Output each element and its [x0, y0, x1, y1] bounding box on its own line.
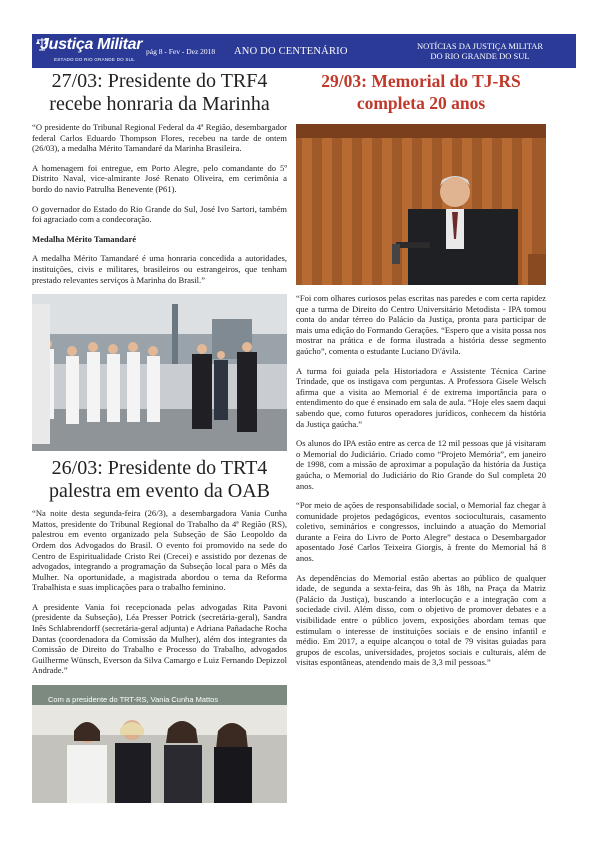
article1-subhead: Medalha Mérito Tamandaré	[32, 233, 137, 244]
article3-title: 29/03: Memorial do TJ-RS completa 20 anos	[321, 71, 521, 113]
article1-paragraph: O governador do Estado do Rio Grande do Sul, José Ivo Sartori, também foi agraciado com a condecoração.	[32, 203, 287, 225]
article1-paragraph: A medalha Mérito Tamandaré é uma honraria concedida a autoridades, instituições, civis e militares, brasileiros ou estrangeiros, que tenham prestado relevantes serviços à Marinha do Brasil.”	[32, 253, 287, 285]
section-name-line1: NOTÍCIAS DA JUSTIÇA MILITAR	[416, 41, 544, 51]
page-info: pág 8 - Fev - Dez 2018	[146, 46, 216, 56]
right-column	[296, 70, 546, 677]
article3-paragraph: “Foi com olhares curiosos pelas escritas nas paredes e com certa rapidez que a turma de Direito do Centro Universitário Metodista - IPA tomou conta do andar térreo do Palácio da Justiça, pronta para participar de mais uma edição do Formando Gerações. “Espero que a visita possa nos mostrar na prática e de forma ilustrada a história desse segmento gaúcho”, comenta o estudante Luciano D\'ávila.	[296, 293, 546, 356]
article1-title: 27/03: Presidente do TRF4 recebe honraria da Marinha	[49, 70, 270, 115]
section-name	[384, 41, 576, 61]
navy-ceremony-photo	[32, 294, 287, 451]
article1-paragraph: A homenagem foi entregue, em Porto Alegre, pelo comandante do 5º Distrito Naval, vice-almirante José Renato Oliveira, em cerimônia a bordo do navio Patrulha Benevente (P61).	[32, 162, 287, 194]
article3-paragraph: A turma foi guiada pela Historiadora e Assistente Técnica Carine Trindade, que os instigava com perguntas. A Professora Gisele Welsch afirma que a visita ao Memorial é de extrema importância para o entendimento do que é ensinado em sala de aula. “Hoje eles saem daqui sabendo que, como futuros operadores jurídicos, conhecem da história da Justiça gaúcha.”	[296, 365, 546, 429]
masthead-bar	[32, 34, 576, 68]
article1-paragraph: “O presidente do Tribunal Regional Federal da 4ª Região, desembargador federal Carlos Eduardo Thompson Flores, recebeu na tarde de ontem (26/03), a medalha Mérito Tamandaré da Marinha Brasileira.	[32, 122, 287, 154]
logo-subtitle: ESTADO DO RIO GRANDE DO SUL	[54, 57, 135, 62]
article2-title: 26/03: Presidente do TRT4 palestra em evento da OAB	[48, 457, 271, 503]
article3-paragraph: “Por meio de ações de responsabilidade social, o Memorial faz chegar à comunidade projetos pedagógicos, eventos socioculturais, casamento coletivo, seminários e congressos, incluindo a atuação do Memorial durante a Feira do Livro de Porto Alegre” destaca o Desembargador aposentado José Carlos Teixeira Giorgis, à frente do Memorial há 8 anos.	[296, 500, 546, 564]
centenario-label: ANO DO CENTENÁRIO	[234, 45, 348, 57]
article2-paragraph: A presidente Vania foi recepcionada pelas advogadas Rita Pavoni (presidente da Subseção), Léa Presser Potrick (secretária-geral), Sandra Inês Schlabrendorff (secretária-geral adjunta) e Adriana Pañadache Rocha Dantas (coordenadora da Comissão da Mulher), além dos integrantes da Comissão de Direito do Trabalho e Processo do Trabalho, advogados Guilherme Wünsch, Everson da Silva Camargo e Luiz Fernando Depizzol Andrade.”	[32, 601, 287, 676]
logo-title: Justiça Militar	[40, 36, 143, 53]
justica-militar-logo	[32, 34, 143, 68]
article3-paragraph: Os alunos do IPA estão entre as cerca de 12 mil pessoas que já visitaram o Memorial do Judiciário. Criado como “Projeto Memória”, em janeiro de 1998, com a missão de aproximar a população da história da Justiça gaúcha, o Memorial do Judiciário do Rio Grande do Sul completa 20 anos.	[296, 438, 546, 491]
memorial-speaker-photo	[296, 124, 546, 285]
section-name-line2: DO RIO GRANDE DO SUL	[430, 51, 530, 61]
article3-paragraph: As dependências do Memorial estão abertas ao público de qualquer idade, de segunda a sexta-feira, das 9h às 18h, na Praça da Matriz (Palácio da Justiça), buscando a interlocução e a integração com a sociedade civil. Além disso, com o objetivo de promover debates e a visibilidade entre o público jovem, exposições abordam temas que estimulam o interesse de instituições sociais e de ensino infantil e médio. Em 2017, a equipe alcançou o total de 79 visitas guiadas para grupos de escolas, universidades, projetos sociais e culturais, além de visitas espontâneas, atendendo mais de 3,3 mil pessoas.”	[296, 572, 546, 668]
photo-banner-text: Com a presidente do TRT-RS, Vania Cunha Mattos	[48, 695, 219, 705]
left-column	[32, 70, 287, 803]
article2-paragraph: “Na noite desta segunda-feira (26/3), a desembargadora Vania Cunha Mattos, presidente do Tribunal Regional do Trabalho da 4ª Região (RS), palestrou em evento organizado pela Subseção de São Leopoldo da Ordem dos Advogados do Brasil. O evento foi promovido na sede do Centro de Espiritualidade Cristo Rei (Crecei) e assistido por dezenas de advogados, integrando a programação da Subseção local para o Mês da Mulher. Na oportunidade, a magistrada abordou o tema da Reforma Trabalhista e suas implicações para o trabalho feminino.	[32, 508, 287, 593]
oab-event-photo	[32, 685, 287, 803]
